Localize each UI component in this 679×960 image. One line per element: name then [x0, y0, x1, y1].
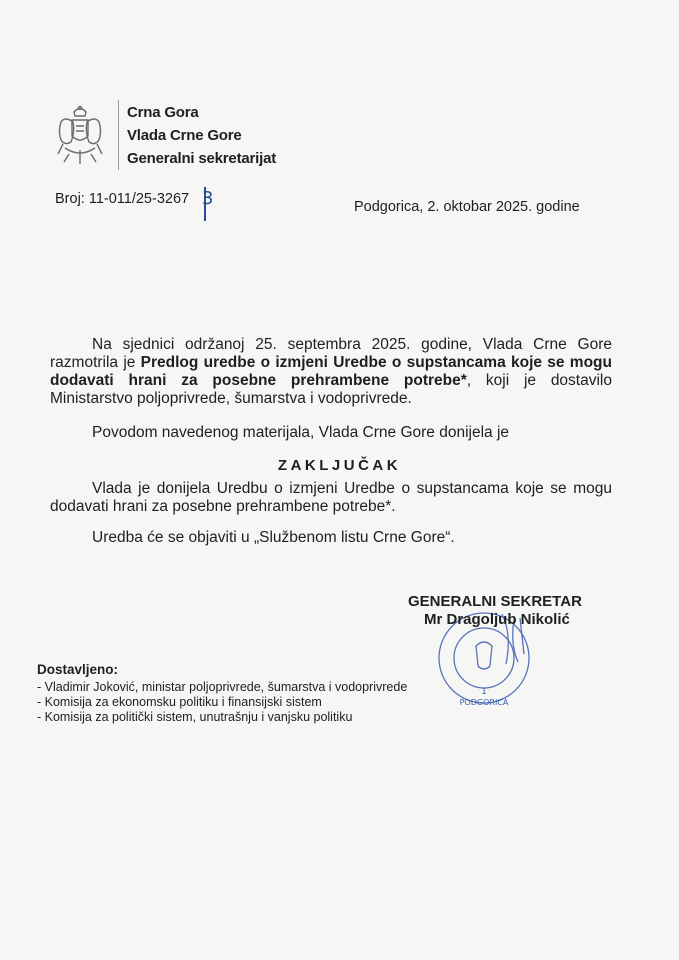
document-number: Broj: 11-011/25-3267	[55, 191, 190, 207]
conclusion-title: ZAKLJUČAK	[277, 457, 402, 474]
delivered-label: Dostavljeno:	[37, 662, 119, 677]
delivered-list	[37, 680, 407, 725]
header-government: Vlada Crne Gore	[127, 127, 242, 144]
header-country: Crna Gora	[127, 104, 199, 121]
paragraph-conclusion: Vlada je donijela Uredbu o izmjeni Uredbe o supstancama koje se mogu dodavati hrani za posebne prehrambene potrebe*.	[50, 480, 612, 515]
coat-of-arms-icon	[55, 104, 105, 168]
svg-text:1: 1	[481, 687, 487, 697]
header-secretariat: Generalni sekretarijat	[127, 150, 277, 167]
intro-text: Na sjednici održanoj 25. septembra 2025. godine, Vlada Crne Gore razmotrila je	[50, 336, 612, 371]
handwritten-suffix: 3	[202, 188, 214, 209]
paragraph-intro	[50, 336, 612, 408]
paragraph-publication: Uredba će se objaviti u „Službenom listu Crne Gore“.	[92, 529, 455, 546]
place-date: Podgorica, 2. oktobar 2025. godine	[354, 199, 580, 215]
delivered-item: - Vladimir Joković, ministar poljoprivrede, šumarstva i vodoprivrede	[37, 680, 408, 694]
svg-text:PODGORICA: PODGORICA	[459, 698, 509, 707]
delivered-item: - Komisija za politički sistem, unutrašnju i vanjsku politiku	[37, 710, 353, 724]
signatory-name: Mr Dragoljub Nikolić	[424, 611, 570, 628]
proposal-title: Predlog uredbe o izmjeni Uredbe o supstancama koje se mogu dodavati hrani za posebne prehrambene potrebe*	[50, 354, 612, 389]
delivered-item: - Komisija za ekonomsku politiku i finansijski sistem	[37, 695, 322, 709]
header-divider	[118, 100, 119, 170]
signatory-role: GENERALNI SEKRETAR	[408, 593, 582, 610]
paragraph-decision-intro: Povodom navedenog materijala, Vlada Crne Gore donijela je	[92, 424, 510, 441]
intro-text-end: , koji je dostavilo Ministarstvo poljoprivrede, šumarstva i vodoprivrede.	[50, 372, 612, 407]
